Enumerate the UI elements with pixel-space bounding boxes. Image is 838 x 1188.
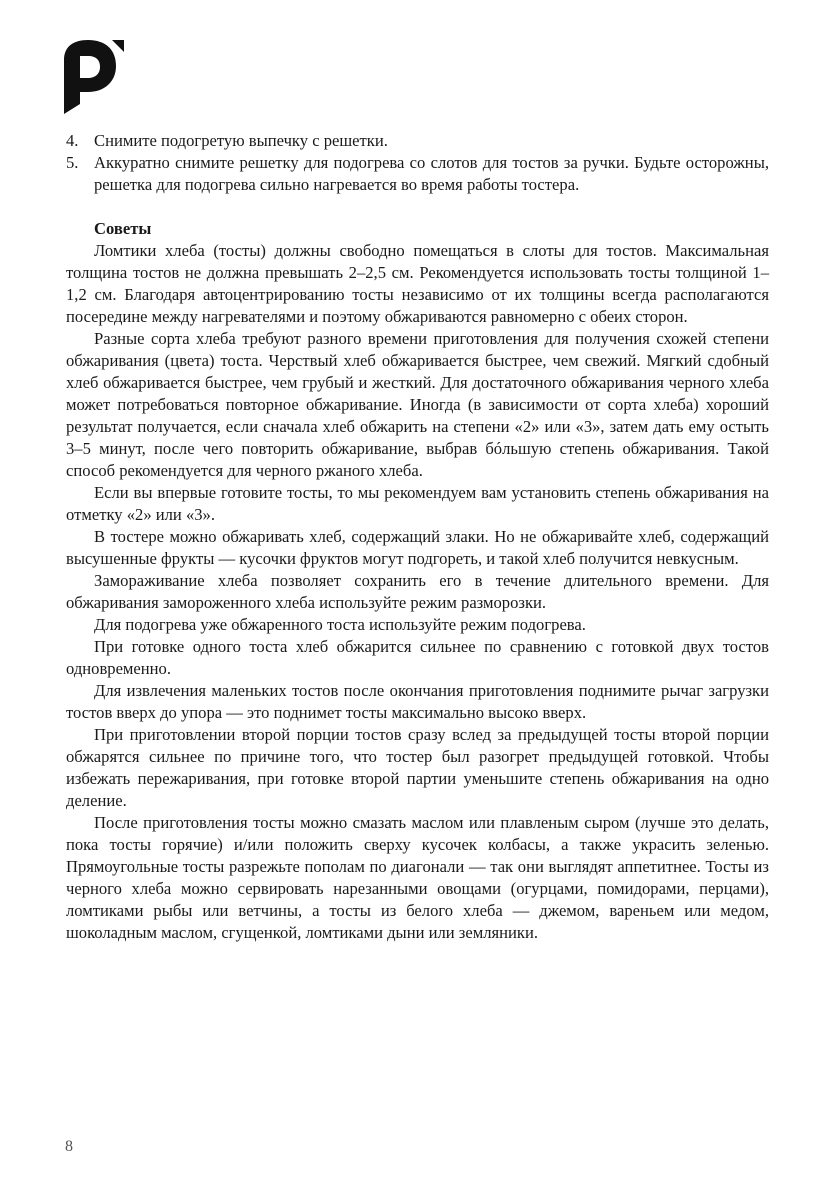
tips-paragraph: Разные сорта хлеба требуют разного времени приготовления для получения схожей степени обжаривания (цвета) тоста. Черствый хлеб обжаривается быстрее, чем свежий. Мягкий сдобный хлеб обжаривается быстрее, чем грубый и жесткий. Для достаточного обжаривания черного хлеба может потребоваться повторное обжаривание. Иногда (в зависимости от сорта хлеба) хороший результат получается, если сначала хлеб обжарить на степени «2» или «3», затем дать ему остыть 3–5 минут, после чего повторить обжаривание, выбрав бóльшую степень обжаривания. Такой способ рекомендуется для черного ржаного хлеба. <box>66 329 769 480</box>
list-item <box>66 152 769 196</box>
tips-paragraph: В тостере можно обжаривать хлеб, содержащий злаки. Но не обжаривайте хлеб, содержащий высушенные фрукты — кусочки фруктов могут подгореть, и такой хлеб получится невкусным. <box>66 527 769 568</box>
tips-heading: Советы <box>94 219 152 238</box>
tips-paragraph: Для извлечения маленьких тостов после окончания приготовления поднимите рычаг загрузки тостов вверх до упора — это поднимет тосты максимально высоко вверх. <box>66 681 769 722</box>
tips-paragraph: После приготовления тосты можно смазать маслом или плавленым сыром (лучше это делать, пока тосты горячие) и/или положить сверху кусочек колбасы, а также украсить зеленью. Прямоугольные тосты разрежьте пополам по диагонали — так они выглядят аппетитнее. Тосты из черного хлеба можно сервировать нарезанными овощами (огурцами, помидорами, перцами), ломтиками рыбы или ветчины, а тосты из белого хлеба — джемом, вареньем или медом, шоколадным маслом, сгущенкой, ломтиками дыни или земляники. <box>66 813 769 942</box>
brand-p-logo-icon <box>64 38 126 114</box>
tips-paragraph: Ломтики хлеба (тосты) должны свободно помещаться в слоты для тостов. Максимальная толщина тостов не должна превышать 2–2,5 см. Рекомендуется использовать тосты толщиной 1–1,2 см. Благодаря автоцентрированию тосты независимо от их толщины всегда располагаются посередине между нагревателями и поэтому обжариваются равномерно с обеих сторон. <box>66 241 769 326</box>
page-content <box>66 130 769 944</box>
step-text: Аккуратно снимите решетку для подогрева со слотов для тостов за ручки. Будьте осторожны, решетка для подогрева сильно нагревается во время работы тостера. <box>94 153 769 194</box>
steps-list <box>66 130 769 196</box>
tips-paragraph: Для подогрева уже обжаренного тоста используйте режим подогрева. <box>94 615 586 634</box>
step-number: 5. <box>66 153 79 172</box>
tips-paragraph: Если вы впервые готовите тосты, то мы рекомендуем вам установить степень обжаривания на отметку «2» или «3». <box>66 483 769 524</box>
step-text: Снимите подогретую выпечку с решетки. <box>94 131 388 150</box>
step-number: 4. <box>66 131 79 150</box>
page-number: 8 <box>65 1138 73 1155</box>
tips-paragraph: Замораживание хлеба позволяет сохранить его в течение длительного времени. Для обжаривания замороженного хлеба используйте режим разморозки. <box>66 571 769 612</box>
tips-paragraph: При готовке одного тоста хлеб обжарится сильнее по сравнению с готовкой двух тостов одновременно. <box>66 637 769 678</box>
list-item <box>66 130 769 152</box>
tips-paragraph: При приготовлении второй порции тостов сразу вслед за предыдущей тосты второй порции обжарятся сильнее по причине того, что тостер был разогрет предыдущей готовкой. Чтобы избежать пережаривания, при готовке второй партии уменьшите степень обжаривания на одно деление. <box>66 725 769 810</box>
